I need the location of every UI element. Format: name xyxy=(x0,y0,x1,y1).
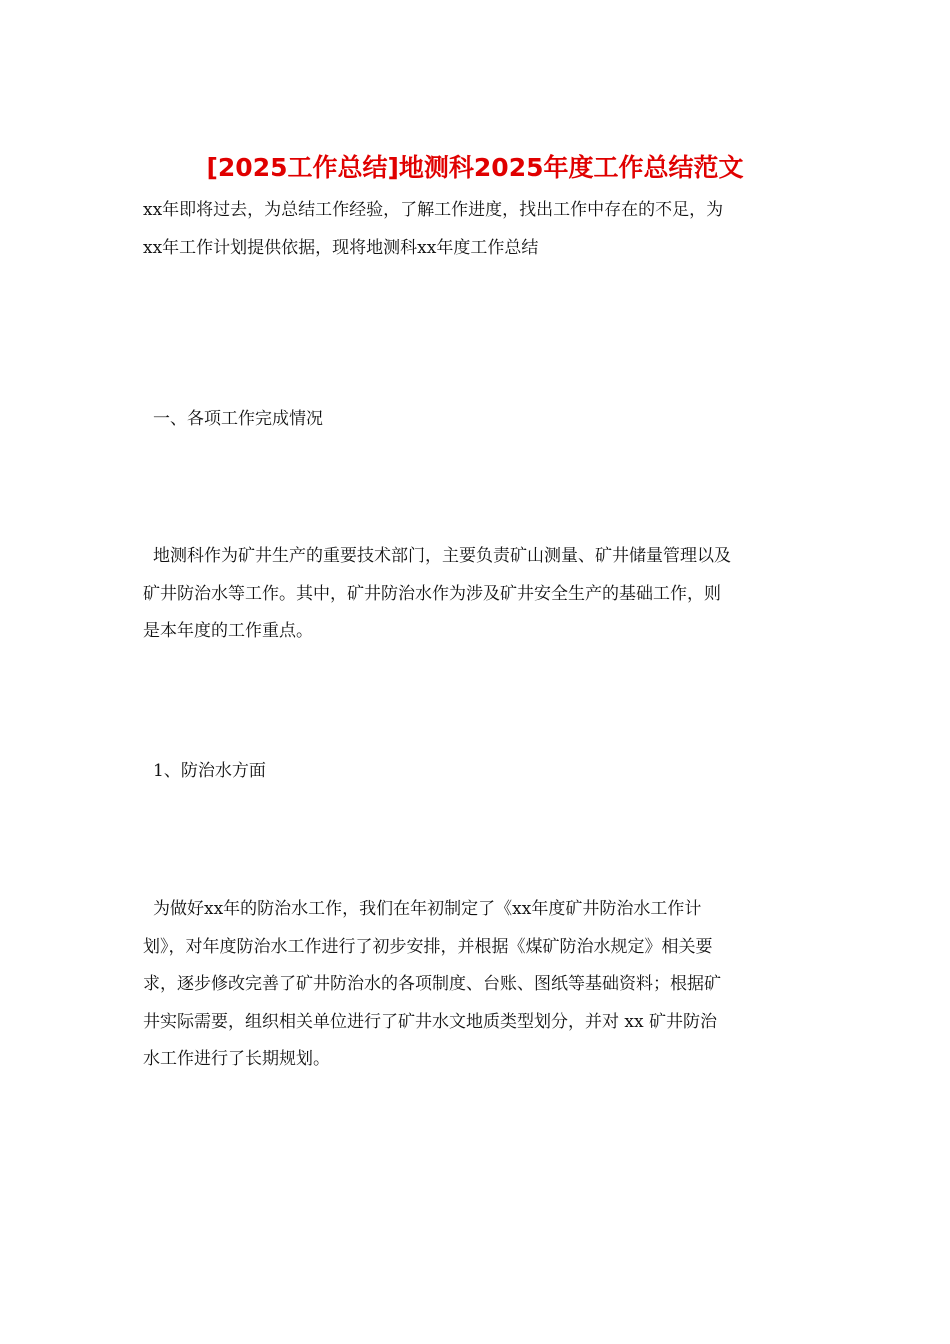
subsection-heading-text: 1、防治水方面 xyxy=(153,761,266,781)
dept-paragraph xyxy=(143,538,805,651)
water-line-2: 划》，对年度防治水工作进行了初步安排，并根据《煤矿防治水规定》相关要 xyxy=(143,936,713,957)
intro-paragraph xyxy=(143,192,805,267)
water-line-5: 水工作进行了长期规划。 xyxy=(143,1049,330,1069)
dept-line-3: 是本年度的工作重点。 xyxy=(143,621,313,641)
document-title: [2025工作总结]地测科2025年度工作总结范文 xyxy=(206,153,744,182)
section-heading-1 xyxy=(143,401,805,439)
water-line-4: 井实际需要，组织相关单位进行了矿井水文地质类型划分，并对 xx 矿井防治 xyxy=(143,1011,717,1032)
water-line-3: 求，逐步修改完善了矿井防治水的各项制度、台账、图纸等基础资料；根据矿 xyxy=(143,974,721,994)
water-line-1: 为做好xx年的防治水工作，我们在年初制定了《xx年度矿井防治水工作计 xyxy=(153,899,702,919)
section-heading-text: 一、各项工作完成情况 xyxy=(153,409,323,429)
intro-line-2: xx年工作计划提供依据，现将地测科xx年度工作总结 xyxy=(143,237,539,258)
water-paragraph xyxy=(143,891,805,1079)
dept-line-2: 矿井防治水等工作。其中，矿井防治水作为涉及矿井安全生产的基础工作，则 xyxy=(143,583,721,604)
dept-line-1: 地测科作为矿井生产的重要技术部门，主要负责矿山测量、矿井储量管理以及 xyxy=(153,546,731,566)
subsection-heading-1 xyxy=(143,753,805,791)
intro-line-1: xx年即将过去，为总结工作经验，了解工作进度，找出工作中存在的不足，为 xyxy=(143,200,724,220)
